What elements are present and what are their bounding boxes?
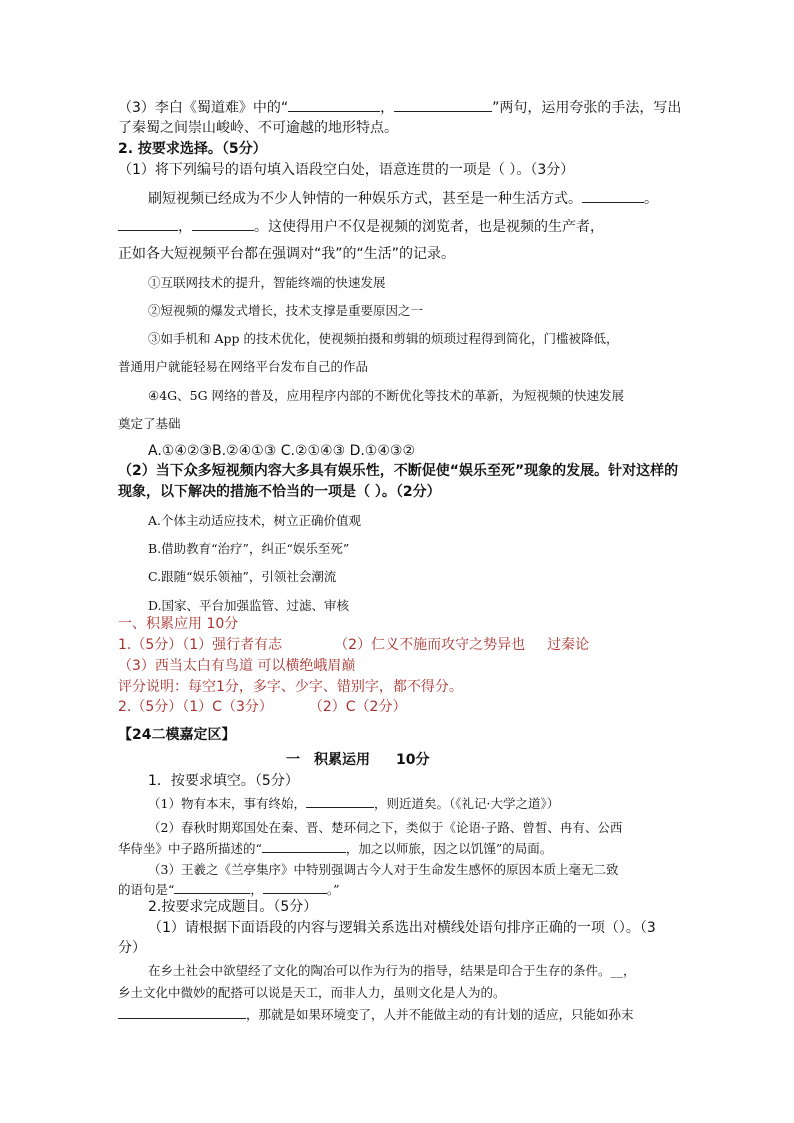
option-1: ①互联网技术的提升，智能终端的快速发展 <box>148 275 386 290</box>
answer-line-2: （3）西当太白有鸟道 可以横绝峨眉巅 <box>118 658 356 674</box>
answer-blank <box>174 881 250 894</box>
section-q1-2-line-2: 华侍坐》中子路所描述的“ ，加之以师旅，因之以饥馑”的局面。 <box>118 841 553 856</box>
question-3-line-2: 了秦蜀之间崇山峻岭、不可逾越的地形特点。 <box>118 120 398 136</box>
section-paragraph-line-2: 乡土文化中微妙的配搭可以说是天工，而非人力，虽则文化是人为的。 <box>118 985 506 1000</box>
section-q1-2-line-1: （2）春秋时期郑国处在秦、晋、楚环伺之下，类似于《论语·子路、曾皙、冉有、公西 <box>148 820 623 835</box>
question-2-heading: 2. 按要求选择。（5分） <box>118 141 267 157</box>
answer-blank <box>118 1006 246 1019</box>
section-q1-heading: 1．按要求填空。（5分） <box>148 773 299 789</box>
choices-line: A.①④②③B.②④①③ C.②①④③ D.①④③② <box>148 443 416 459</box>
answer-line-1: 1.（5分）（1）强行者有志 （2）仁义不施而攻守之势异也 过秦论 <box>118 637 590 653</box>
section-q1-1: （1）物有本末，事有终始， ，则近道矣。（《礼记·大学之道》） <box>148 796 560 811</box>
question-2-2-stem-1: （2）当下众多短视频内容大多具有娱乐性，不断促使“娱乐至死”现象的发展。针对这样的 <box>118 463 679 479</box>
answers-title: 一、积累应用 10分 <box>118 616 239 632</box>
question-2-1-stem: （1）将下列编号的语句填入语段空白处，语意连贯的一项是（ ）。（3分） <box>118 162 575 178</box>
answer-blank <box>262 840 346 853</box>
section-q2-1-line-2: 分） <box>118 940 146 956</box>
answer-blank <box>394 99 492 112</box>
paragraph-line-1: 刷短视频已经成为不少人钟情的一种娱乐方式，甚至是一种生活方式。 。 <box>148 191 658 207</box>
section-q1-3-line-2: 的语句是“ ， 。” <box>118 882 340 897</box>
option-3-line-2: 普通用户就能轻易在网络平台发布自己的作品 <box>118 359 369 374</box>
section-q2-heading: 2.按要求完成题目。（5分） <box>148 899 318 915</box>
answer-blank <box>118 218 178 231</box>
section-tag: 【24二模嘉定区】 <box>118 727 236 743</box>
option-4-line-2: 奠定了基础 <box>118 416 181 431</box>
answer-blank <box>306 795 374 808</box>
choice-a: A.个体主动适应技术，树立正确价值观 <box>148 513 362 528</box>
option-2: ②短视频的爆发式增长，技术支撑是重要原因之一 <box>148 303 424 318</box>
answer-blank <box>263 881 327 894</box>
scoring-note: 评分说明：每空1分，多字、少字、错别字，都不得分。 <box>118 679 463 695</box>
option-4-line-1: ④4G、5G 网络的普及，应用程序内部的不断优化等技术的革新，为短视频的快速发展 <box>148 388 625 403</box>
section-title: 一 积累运用 10分 <box>286 752 430 768</box>
section-paragraph-line-3: ，那就是如果环境变了，人并不能做主动的有计划的适应，只能如孙末 <box>118 1006 634 1024</box>
option-3-line-1: ③如手机和 App 的技术优化，使视频拍摄和剪辑的烦琐过程得到简化，门槛被降低， <box>148 331 619 346</box>
answer-blank <box>288 99 380 112</box>
answer-line-3: 2.（5分）（1）C（3分） （2）C（2分） <box>118 699 407 715</box>
question-2-2-stem-2: 现象，以下解决的措施不恰当的一项是（ ）。（2分） <box>118 484 441 500</box>
answer-blank <box>582 190 644 203</box>
paragraph-line-2: ， 。这使得用户不仅是视频的浏览者，也是视频的生产者， <box>118 218 604 236</box>
question-3-line-1: （3）李白《蜀道难》中的“ ， ”两句，运用夸张的手法，写出 <box>118 100 682 116</box>
answer-blank <box>192 218 254 231</box>
section-q1-3-line-1: （3）王羲之《兰亭集序》中特别强调古今人对于生命发生感怀的原因本质上毫无二致 <box>148 862 619 877</box>
choice-c: C.跟随“娱乐领袖”，引领社会潮流 <box>148 569 337 584</box>
choice-b: B.借助教育“治疗”，纠正“娱乐至死” <box>148 541 350 556</box>
section-q2-1-line-1: （1）请根据下面语段的内容与逻辑关系选出对横线处语句排序正确的一项（）。（3 <box>148 920 656 936</box>
choice-d: D.国家、平台加强监管、过滤、审核 <box>148 598 350 613</box>
paragraph-line-3: 正如各大短视频平台都在强调对“我”的“生活”的记录。 <box>118 246 456 262</box>
section-paragraph-line-1: 在乡土社会中欲望经了文化的陶冶可以作为行为的指导，结果是印合于生存的条件。__， <box>148 963 636 978</box>
